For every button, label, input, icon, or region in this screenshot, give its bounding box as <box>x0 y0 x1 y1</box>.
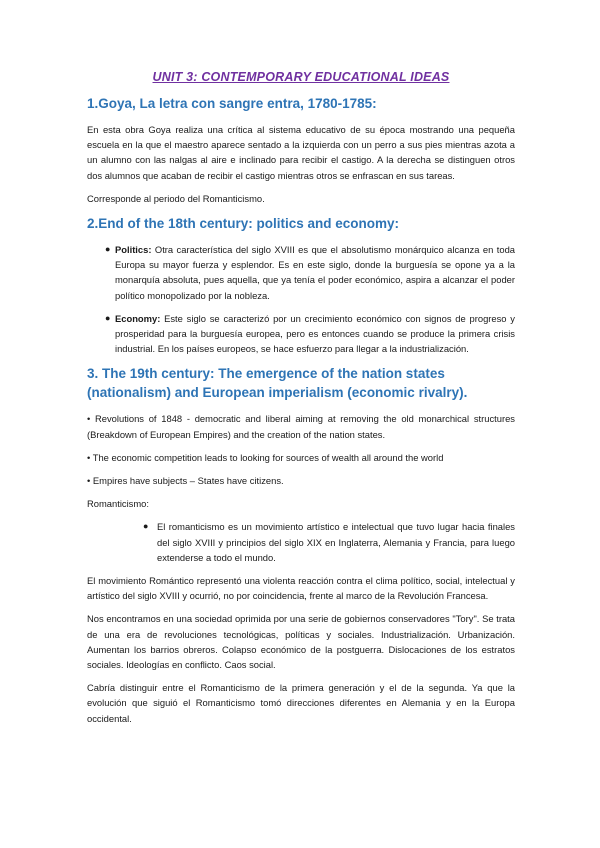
section-heading-19th-century: 3. The 19th century: The emergence of the nation states (nationalism) and European imperialism (economic rivalry). <box>87 366 468 401</box>
politics-economy-list <box>87 242 515 356</box>
economy-term: Economy: <box>115 312 161 324</box>
generations-paragraph: Cabría distinguir entre el Romanticismo de la primera generación y el de la segunda. Ya que la evolución que siguió el Romanticismo tomó direcciones diferentes en Alemania y en la Europa occidental. <box>87 682 515 724</box>
politics-term: Politics: <box>115 244 152 256</box>
empires-paragraph: • Empires have subjects – States have citizens. <box>87 475 284 487</box>
economic-competition-paragraph: • The economic competition leads to looking for sources of wealth all around the world <box>87 451 444 463</box>
list-item-politics <box>87 242 515 303</box>
romanticismo-list <box>87 519 515 565</box>
romanticismo-text: El romanticismo es un movimiento artístico e intelectual que tuvo lugar hacia finales del siglo XVIII y principios del siglo XIX en Inglaterra, Alemania y Francia, para luego extenderse a todo el mundo. <box>157 521 515 563</box>
goya-period-paragraph: Corresponde al periodo del Romanticismo. <box>87 192 265 204</box>
bullet-icon: ● <box>105 312 111 323</box>
bullet-icon: ● <box>105 244 111 255</box>
romantic-movement-paragraph: El movimiento Romántico representó una violenta reacción contra el clima político, social, intelectual y artístico del siglo XVIII y ocurrió, no por coincidencia, frente al marco de la Revolución Francesa. <box>87 575 515 602</box>
economy-text: Este siglo se caracterizó por un crecimiento económico con signos de progreso y prosperidad para la burguesía europea, pero es entonces cuando se produce la primera crisis industrial. En los países europeos, se hace esfuerzo para llegar a la industrialización. <box>115 312 515 355</box>
bullet-icon: ● <box>143 521 149 532</box>
politics-text: Otra característica del siglo XVIII es que el absolutismo monárquico alcanza en toda Europa su mayor fuerza y esplendor. Es en este siglo, donde la burguesía se opone ya a la monarquía absoluta, pues aquella, que ya tenía el poder económico, aspira a alcanzar el poder político monopolizado por la nobleza. <box>115 244 515 301</box>
society-paragraph: Nos encontramos en una sociedad oprimida por una serie de gobiernos conservadores "Tory". Se trata de una era de revoluciones tecnológicas, políticas y sociales. Industrialización. Urbanización. Aumentan los barrios obreros. Colapso económico de la postguerra. Dislocaciones de los estratos sociales. Ideologías en conflicto. Caos social. <box>87 613 515 671</box>
document-title: UNIT 3: CONTEMPORARY EDUCATIONAL IDEAS <box>152 70 450 84</box>
goya-paragraph: En esta obra Goya realiza una crítica al sistema educativo de su época mostrando una pequeña escuela en la que el maestro aparece sentado a la izquierda con un perro a sus pies mientras azota a un alumno con las nalgas al aire e inclinado para recibir el castigo. A la derecha se distinguen otros dos alumnos que acaban de recibir el castigo mientras otros se enfrascan en sus tareas. <box>87 124 515 181</box>
section-heading-end-18th: 2.End of the 18th century: politics and economy: <box>87 216 400 232</box>
list-item-economy <box>87 311 515 357</box>
list-item-romanticismo <box>87 519 515 565</box>
revolutions-paragraph: • Revolutions of 1848 - democratic and liberal aiming at removing the old monarchical structures (Breakdown of European Empires) and the creation of the nation states. <box>87 413 515 440</box>
page-content <box>87 70 515 734</box>
section-heading-goya: 1.Goya, La letra con sangre entra, 1780-1785: <box>87 96 377 111</box>
romanticismo-label: Romanticismo: <box>87 498 149 510</box>
